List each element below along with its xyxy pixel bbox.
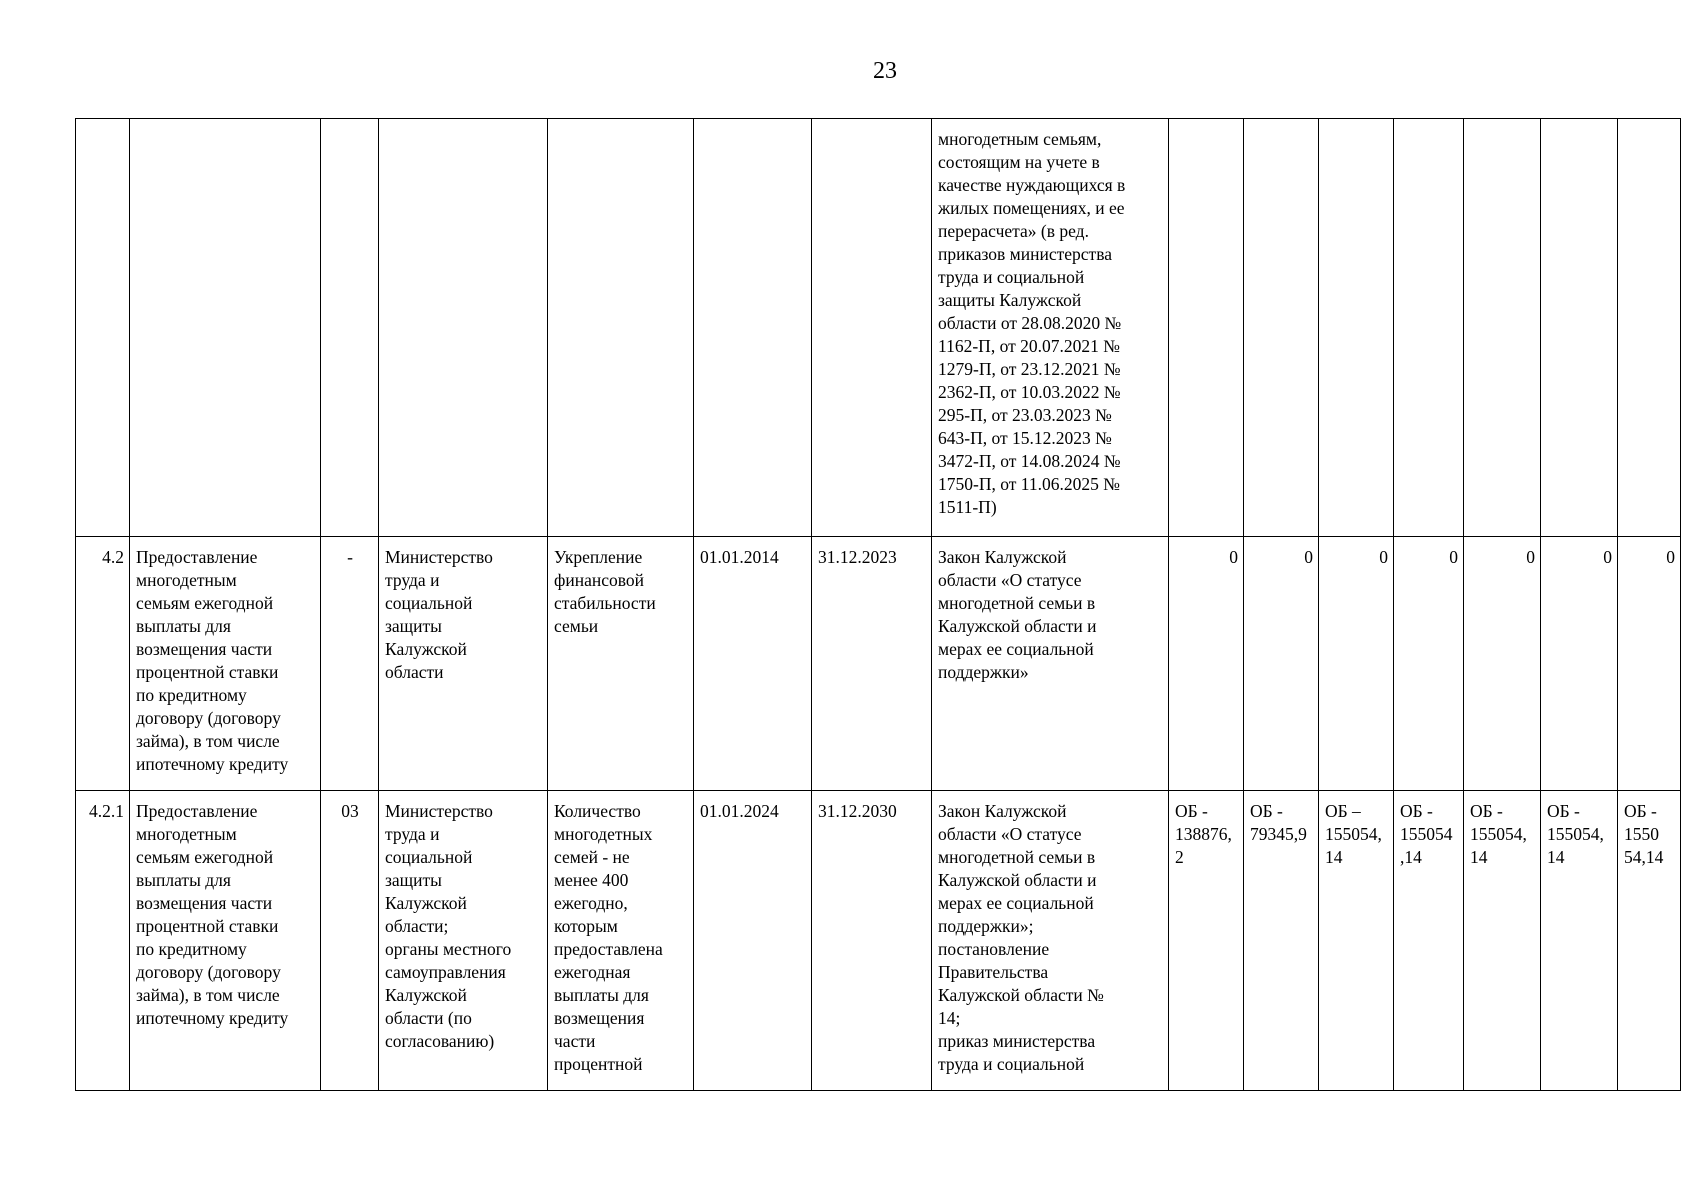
page-number: 23: [873, 58, 897, 84]
year-1-amount-cell: [1169, 119, 1244, 537]
result-cell: Укрепление финансовой стабильности семьи: [548, 537, 694, 791]
year-3-amount-cell: ОБ – 155054, 14: [1319, 791, 1394, 1091]
code-cell: -: [321, 537, 379, 791]
program-measures-table: [75, 118, 1681, 1091]
legal-basis-cell: Закон Калужской области «О статусе многодетной семьи в Калужской области и мерах ее социальной поддержки»; постановление Правительства Калужской области № 14; приказ министерства труда и социальной: [932, 791, 1169, 1091]
year-6-amount-cell: 0: [1541, 537, 1618, 791]
year-6-amount-cell: ОБ - 155054, 14: [1541, 791, 1618, 1091]
year-4-amount-cell: ОБ - 155054 ,14: [1394, 791, 1464, 1091]
year-4-amount-cell: [1394, 119, 1464, 537]
year-3-amount-cell: 0: [1319, 537, 1394, 791]
table-row: [76, 791, 1681, 1091]
year-7-amount-cell: 0: [1618, 537, 1681, 791]
end-date-cell: 31.12.2030: [812, 791, 932, 1091]
code-cell: [321, 119, 379, 537]
year-2-amount-cell: 0: [1244, 537, 1319, 791]
year-5-amount-cell: [1464, 119, 1541, 537]
row-number-cell: [76, 119, 130, 537]
year-1-amount-cell: ОБ - 138876, 2: [1169, 791, 1244, 1091]
measure-name-cell: Предоставление многодетным семьям ежегодной выплаты для возмещения части процентной ставки по кредитному договору (договору займа), в том числе ипотечному кредиту: [130, 537, 321, 791]
year-1-amount-cell: 0: [1169, 537, 1244, 791]
year-2-amount-cell: [1244, 119, 1319, 537]
year-3-amount-cell: [1319, 119, 1394, 537]
year-5-amount-cell: ОБ - 155054, 14: [1464, 791, 1541, 1091]
executor-cell: Министерство труда и социальной защиты Калужской области; органы местного самоуправления Калужской области (по согласованию): [379, 791, 548, 1091]
start-date-cell: 01.01.2014: [694, 537, 812, 791]
result-cell: [548, 119, 694, 537]
result-cell: Количество многодетных семей - не менее 400 ежегодно, которым предоставлена ежегодная выплаты для возмещения части процентной: [548, 791, 694, 1091]
row-number-cell: 4.2.1: [76, 791, 130, 1091]
year-2-amount-cell: ОБ - 79345,9: [1244, 791, 1319, 1091]
year-4-amount-cell: 0: [1394, 537, 1464, 791]
start-date-cell: 01.01.2024: [694, 791, 812, 1091]
start-date-cell: [694, 119, 812, 537]
end-date-cell: 31.12.2023: [812, 537, 932, 791]
legal-basis-cell: Закон Калужской области «О статусе многодетной семьи в Калужской области и мерах ее социальной поддержки»: [932, 537, 1169, 791]
end-date-cell: [812, 119, 932, 537]
legal-basis-cell: многодетным семьям, состоящим на учете в качестве нуждающихся в жилых помещениях, и ее перерасчета» (в ред. приказов министерства труда и социальной защиты Калужской области от 28.08.2020 № 1162-П, от 20.07.2021 № 1279-П, от 23.12.2021 № 2362-П, от 10.03.2022 № 295-П, от 23.03.2023 № 643-П, от 15.12.2023 № 3472-П, от 14.08.2024 № 1750-П, от 11.06.2025 № 1511-П): [932, 119, 1169, 537]
year-7-amount-cell: [1618, 119, 1681, 537]
measure-name-cell: Предоставление многодетным семьям ежегодной выплаты для возмещения части процентной ставки по кредитному договору (договору займа), в том числе ипотечному кредиту: [130, 791, 321, 1091]
measure-name-cell: [130, 119, 321, 537]
executor-cell: [379, 119, 548, 537]
code-cell: 03: [321, 791, 379, 1091]
year-5-amount-cell: 0: [1464, 537, 1541, 791]
row-number-cell: 4.2: [76, 537, 130, 791]
table-row: [76, 119, 1681, 537]
table-row: [76, 537, 1681, 791]
year-7-amount-cell: ОБ - 1550 54,14: [1618, 791, 1681, 1091]
executor-cell: Министерство труда и социальной защиты Калужской области: [379, 537, 548, 791]
year-6-amount-cell: [1541, 119, 1618, 537]
